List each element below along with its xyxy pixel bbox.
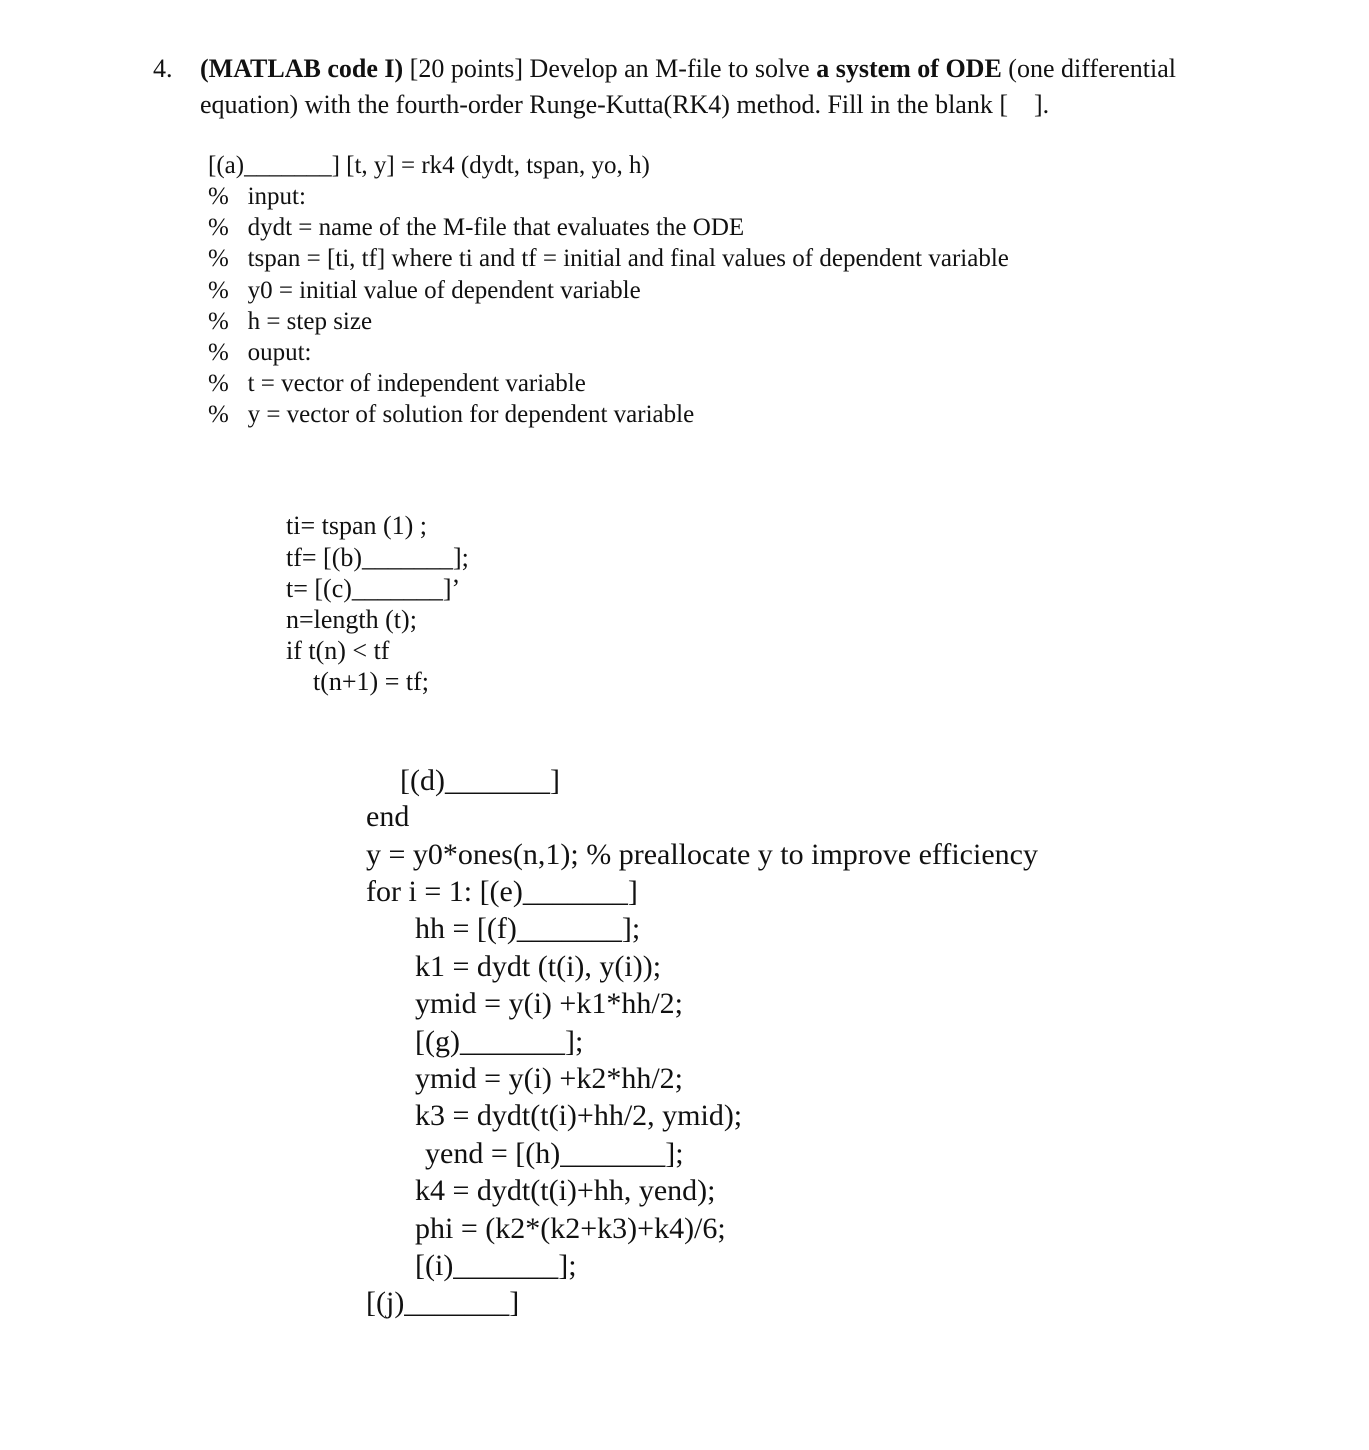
code-line: y = y0*ones(n,1); % preallocate y to improve efficiency — [366, 838, 1038, 871]
code-line: n=length (t); — [286, 605, 417, 634]
code-line: for i = 1: [(e)_______] — [366, 875, 638, 908]
code-comment-line: % ouput: — [208, 339, 312, 366]
code-comment-line: % dydt = name of the M-file that evaluates the ODE — [208, 214, 745, 241]
code-line: [(i)_______]; — [415, 1249, 577, 1282]
code-line: [(j)_______] — [366, 1286, 520, 1319]
question-points: [20 points] Develop an M-file to solve — [409, 54, 810, 83]
code-comment-line: % h = step size — [208, 308, 373, 335]
code-line: ymid = y(i) +k2*hh/2; — [415, 1062, 683, 1095]
code-line: phi = (k2*(k2+k3)+k4)/6; — [415, 1212, 726, 1245]
code-header-line: [(a)_______] [t, y] = rk4 (dydt, tspan, yo, h) — [208, 152, 650, 179]
question-bold-phrase: a system of ODE — [816, 54, 1002, 83]
code-comment-line: % y = vector of solution for dependent variable — [208, 401, 695, 428]
question-line-2: equation) with the fourth-order Runge-Kutta(RK4) method. Fill in the blank [ ]. — [200, 90, 1050, 119]
code-comment-line: % tspan = [ti, tf] where ti and tf = initial and final values of dependent variable — [208, 245, 1009, 272]
question-number: 4. — [153, 54, 173, 83]
code-line: if t(n) < tf — [286, 636, 390, 665]
code-line: k4 = dydt(t(i)+hh, yend); — [415, 1174, 716, 1207]
code-line: hh = [(f)_______]; — [415, 912, 641, 945]
code-line: [(d)_______] — [400, 764, 560, 797]
question-after-bold: (one differential — [1008, 54, 1177, 83]
code-line: ymid = y(i) +k1*hh/2; — [415, 987, 683, 1020]
code-line: t= [(c)_______]’ — [286, 574, 461, 603]
code-line: k3 = dydt(t(i)+hh/2, ymid); — [415, 1099, 743, 1132]
question-tag: (MATLAB code I) — [200, 54, 404, 83]
code-comment-line: % y0 = initial value of dependent variable — [208, 277, 641, 304]
question-line-1 — [200, 56, 1176, 82]
code-line: yend = [(h)_______]; — [425, 1137, 684, 1170]
code-line: ti= tspan (1) ; — [286, 511, 428, 540]
code-line: tf= [(b)_______]; — [286, 543, 469, 572]
code-comment-line: % input: — [208, 183, 306, 210]
code-line: end — [366, 800, 410, 833]
code-comment-line: % t = vector of independent variable — [208, 370, 586, 397]
code-line: k1 = dydt (t(i), y(i)); — [415, 950, 662, 983]
code-line: t(n+1) = tf; — [313, 667, 429, 696]
code-line: [(g)_______]; — [415, 1025, 584, 1058]
